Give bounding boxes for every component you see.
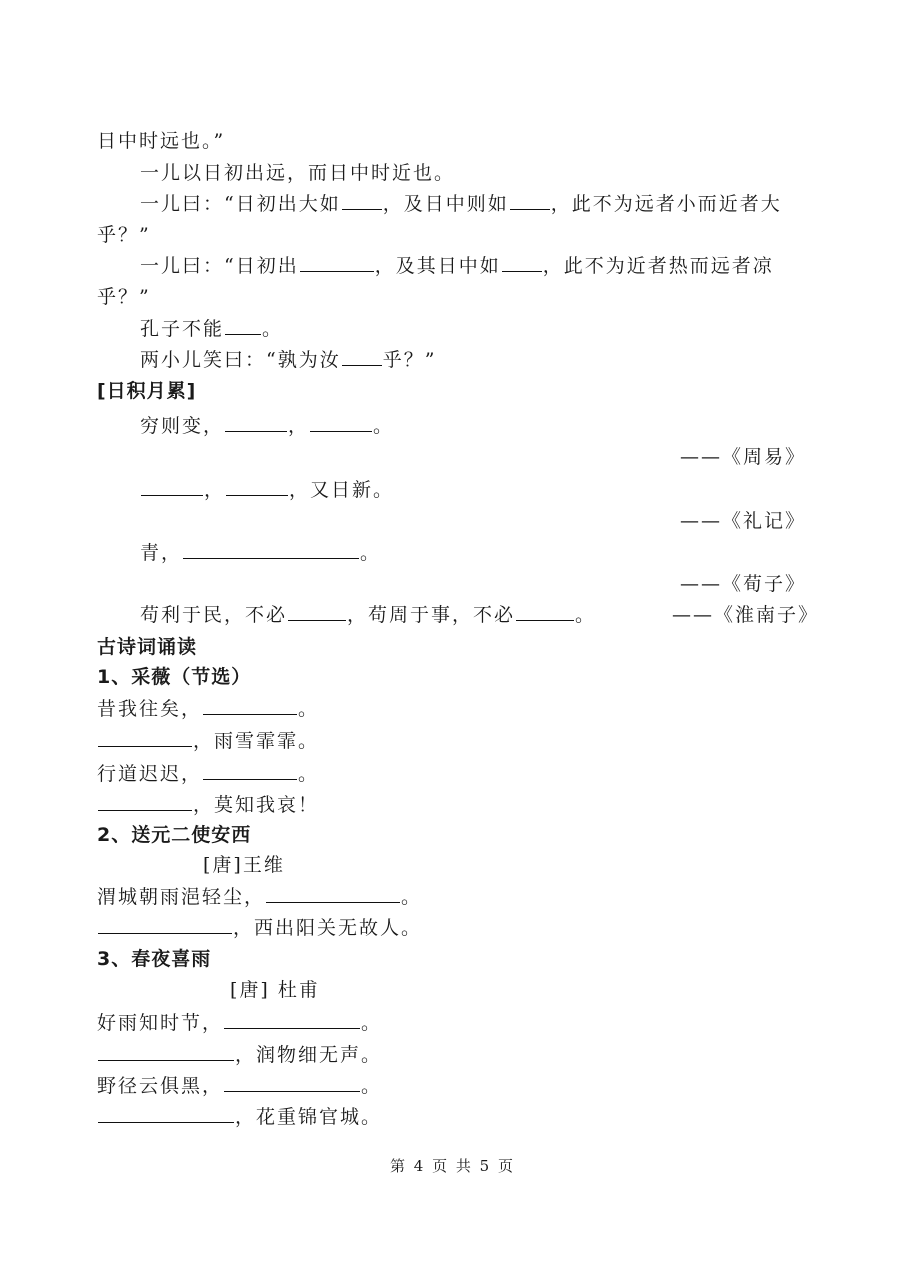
text: ——《淮南子》 <box>672 604 820 626</box>
text: 苟利于民，不必 <box>140 604 288 626</box>
answer-blank[interactable] <box>98 915 232 934</box>
text: ，莫知我哀！ <box>193 794 320 816</box>
poem-3-line-4 <box>97 1104 382 1130</box>
answer-blank[interactable] <box>224 1010 360 1029</box>
answer-blank[interactable] <box>342 347 382 366</box>
answer-blank[interactable] <box>203 761 297 780</box>
text: [唐] 杜甫 <box>230 979 320 1001</box>
text: 一儿曰：“日初出大如 <box>140 193 341 215</box>
text: ，润物细无声。 <box>235 1044 383 1066</box>
passage-line-1 <box>97 128 225 154</box>
poem-3-line-3 <box>97 1073 382 1099</box>
text: 。 <box>262 318 284 340</box>
poem-3-title <box>97 946 211 972</box>
text: 昔我往矣， <box>97 698 203 720</box>
quote-source-2 <box>680 508 806 534</box>
text: 渭城朝雨浥轻尘， <box>97 886 266 908</box>
answer-blank[interactable] <box>288 602 346 621</box>
text: ， <box>204 479 226 501</box>
answer-blank[interactable] <box>226 477 288 496</box>
text: 乎？” <box>97 224 151 246</box>
passage-line-5 <box>140 253 774 279</box>
text: 青， <box>140 542 183 564</box>
text: 古诗词诵读 <box>97 636 198 658</box>
answer-blank[interactable] <box>225 316 261 335</box>
answer-blank[interactable] <box>98 1104 234 1123</box>
text: ，此不为远者小而近者大 <box>550 193 782 215</box>
poem-2-title <box>97 822 251 848</box>
poem-2-line-1 <box>97 884 422 910</box>
poem-2-line-2 <box>97 915 422 941</box>
text: 。 <box>298 698 320 720</box>
poem-3-line-1 <box>97 1010 382 1036</box>
answer-blank[interactable] <box>342 191 382 210</box>
page-footer: 第 4 页 共 5 页 <box>390 1157 515 1175</box>
quote-source-4 <box>672 602 819 628</box>
passage-line-3 <box>140 191 782 217</box>
text: 1、采薇（节选） <box>97 666 252 688</box>
text: 乎？” <box>97 286 151 308</box>
answer-blank[interactable] <box>310 413 372 432</box>
text: 好雨知时节， <box>97 1012 224 1034</box>
poem-1-line-2 <box>97 728 319 754</box>
text: 一儿曰：“日初出 <box>140 255 299 277</box>
poem-1-line-3 <box>97 761 319 787</box>
answer-blank[interactable] <box>516 602 574 621</box>
text: 行道迟迟， <box>97 763 203 785</box>
poem-3-line-2 <box>97 1042 382 1068</box>
poem-1-line-4 <box>97 792 319 818</box>
answer-blank[interactable] <box>225 413 287 432</box>
quote-3 <box>140 540 381 566</box>
text: 。 <box>361 1075 383 1097</box>
text: ，雨雪霏霏。 <box>193 730 320 752</box>
passage-line-7 <box>140 316 283 342</box>
text: [日积月累] <box>97 380 197 402</box>
text: ——《周易》 <box>680 446 807 468</box>
answer-blank[interactable] <box>98 1042 234 1061</box>
text: 两小儿笑曰：“孰为汝 <box>140 349 341 371</box>
text: 3、春夜喜雨 <box>97 948 212 970</box>
poem-1-line-1 <box>97 696 319 722</box>
quote-source-1 <box>680 444 806 470</box>
text: ，及其日中如 <box>374 255 501 277</box>
answer-blank[interactable] <box>300 253 374 272</box>
text: ， <box>288 415 310 437</box>
poem-3-author <box>230 977 320 1003</box>
text: 。 <box>360 542 382 564</box>
answer-blank[interactable] <box>502 253 542 272</box>
text: 穷则变， <box>140 415 225 437</box>
text: 野径云俱黑， <box>97 1075 224 1097</box>
quote-2 <box>140 477 394 503</box>
text: ，及日中则如 <box>382 193 509 215</box>
poem-1-title <box>97 664 251 690</box>
quote-4 <box>140 602 596 628</box>
passage-line-6 <box>97 284 151 310</box>
text: 乎？” <box>382 349 437 371</box>
poem-2-author <box>203 852 285 878</box>
answer-blank[interactable] <box>510 191 550 210</box>
answer-blank[interactable] <box>141 477 203 496</box>
text: 。 <box>373 415 395 437</box>
text: [唐]王维 <box>203 854 285 876</box>
text: 孔子不能 <box>140 318 225 340</box>
text: 。 <box>298 763 320 785</box>
text: 。 <box>401 886 423 908</box>
text: 。 <box>575 604 597 626</box>
text: 2、送元二使安西 <box>97 824 252 846</box>
quote-1 <box>140 413 394 439</box>
passage-line-2 <box>140 160 455 186</box>
text: ——《礼记》 <box>680 510 807 532</box>
text: ，花重锦官城。 <box>235 1106 383 1128</box>
answer-blank[interactable] <box>183 540 359 559</box>
text: 一儿以日初出远，而日中时近也。 <box>140 162 456 184</box>
text: ，西出阳关无故人。 <box>233 917 423 939</box>
answer-blank[interactable] <box>98 792 192 811</box>
text: ，苟周于事，不必 <box>347 604 516 626</box>
text: 。 <box>361 1012 383 1034</box>
answer-blank[interactable] <box>266 884 400 903</box>
text: ——《荀子》 <box>680 573 807 595</box>
quote-source-3 <box>680 571 806 597</box>
text: ，此不为近者热而远者凉 <box>542 255 774 277</box>
text: ，又日新。 <box>289 479 395 501</box>
text: 日中时远也。” <box>97 130 226 152</box>
answer-blank[interactable] <box>203 696 297 715</box>
answer-blank[interactable] <box>224 1073 360 1092</box>
passage-line-8 <box>140 347 436 373</box>
answer-blank[interactable] <box>98 728 192 747</box>
section-heading-poems <box>97 634 197 660</box>
section-heading-riji <box>97 378 196 404</box>
passage-line-4 <box>97 222 151 248</box>
